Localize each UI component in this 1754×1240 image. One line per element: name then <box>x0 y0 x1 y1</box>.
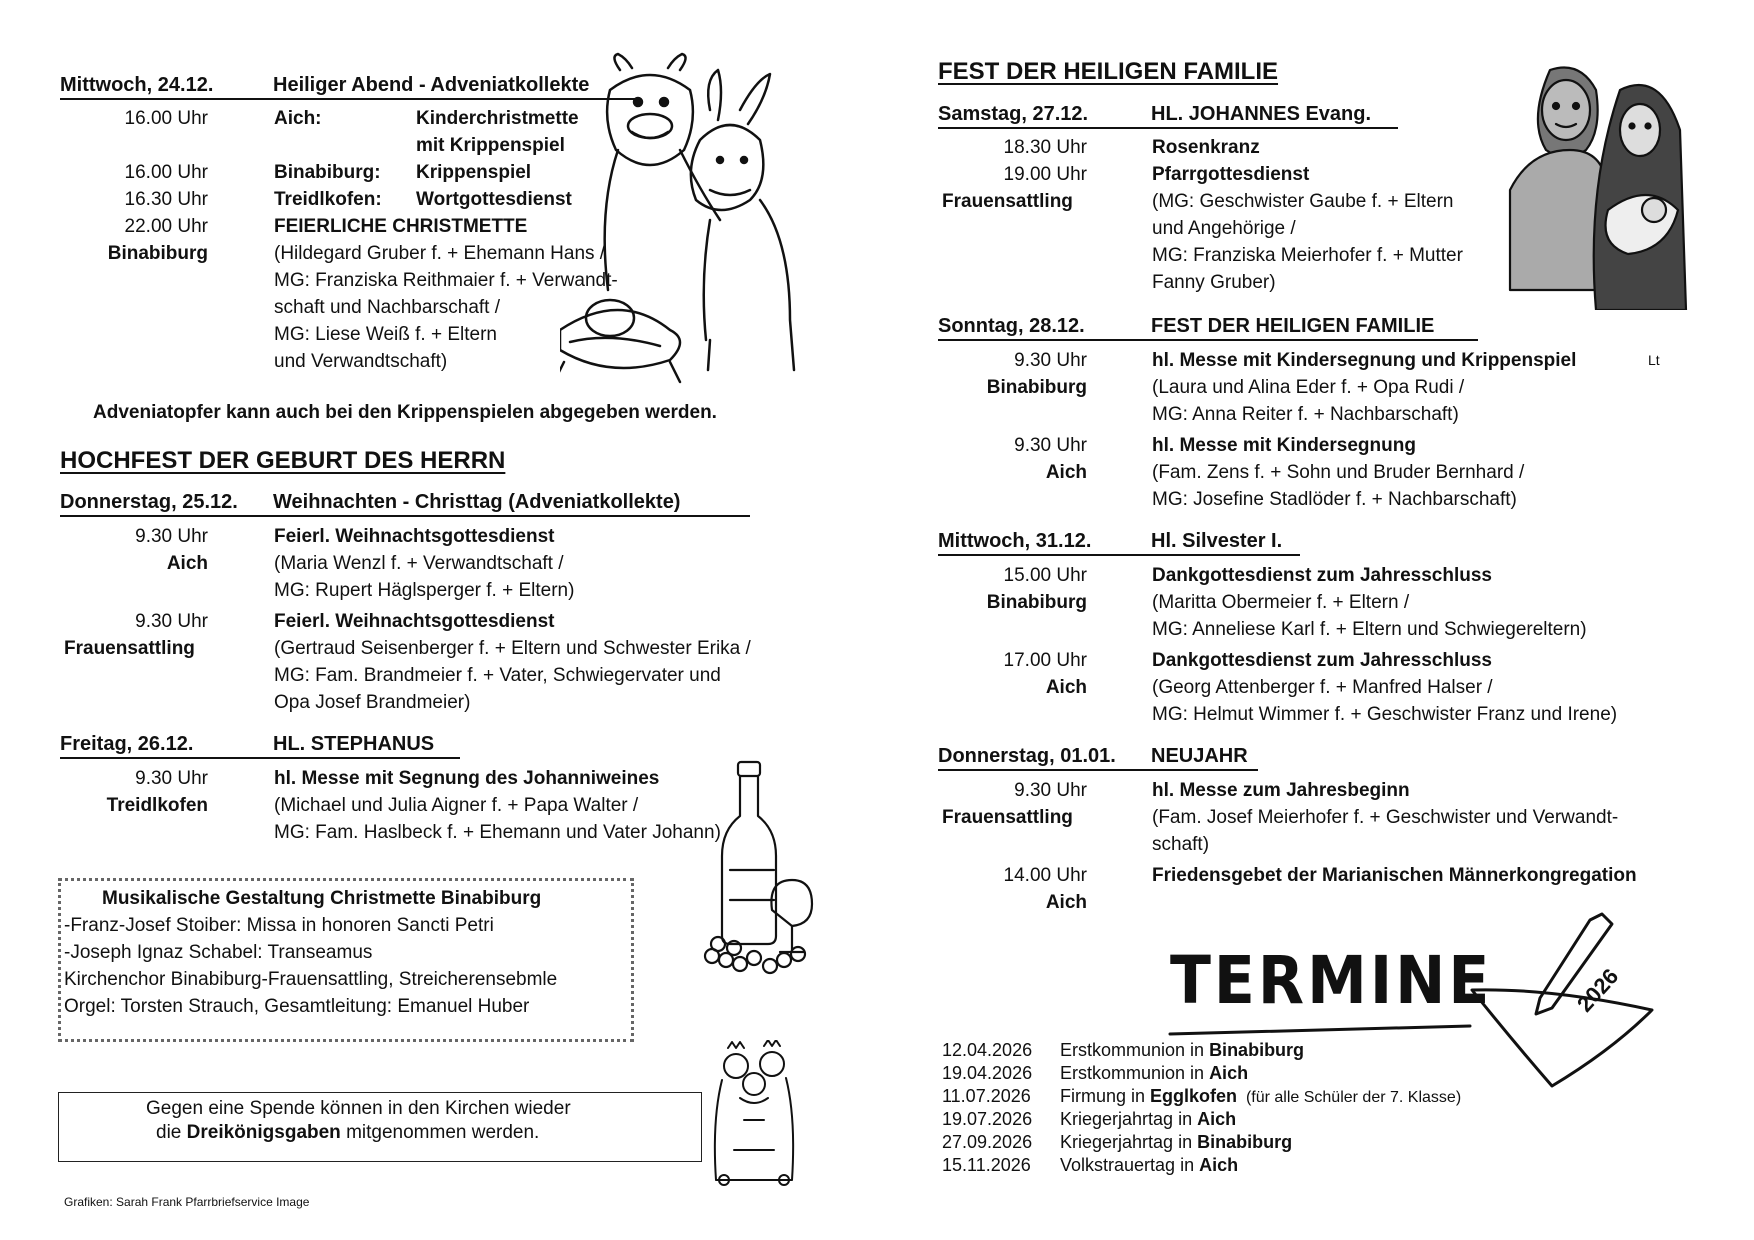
intention-line: (Hildegard Gruber f. + Ehemann Hans / <box>274 243 606 264</box>
termine-row <box>942 1086 1461 1107</box>
entry-desc: Kinderchristmette <box>416 108 579 129</box>
entry-place: Frauensattling <box>64 638 195 659</box>
entry-time: 17.00 Uhr <box>1003 650 1087 671</box>
intention-line: MG: Franziska Meierhofer f. + Mutter <box>1152 245 1463 266</box>
header-underline <box>938 554 1300 556</box>
entry-title: Dankgottesdienst zum Jahresschluss <box>1152 650 1492 671</box>
intention-line: schaft) <box>1152 834 1210 855</box>
entry-place: Aich: <box>274 108 322 129</box>
music-box-line: Kirchenchor Binabiburg-Frauensattling, Streicherensebmle <box>64 969 558 990</box>
entry-time: 16.30 Uhr <box>124 189 208 210</box>
section-title-hochfest: HOCHFEST DER GEBURT DES HERRN <box>60 447 506 474</box>
termine-text: Kriegerjahrtag in <box>1060 1109 1198 1129</box>
entry-time: 14.00 Uhr <box>1003 865 1087 886</box>
entry-title: Feierl. Weihnachtsgottesdienst <box>274 611 555 632</box>
donation-line-1: Gegen eine Spende können in den Kirchen wieder <box>146 1098 571 1119</box>
termine-place: Egglkofen <box>1150 1086 1238 1106</box>
three-kings-illustration <box>704 1040 804 1190</box>
stephanus-header <box>60 733 460 759</box>
intention-line: MG: Rupert Häglsperger f. + Eltern) <box>274 580 575 601</box>
entry-place: Binabiburg: <box>274 162 381 183</box>
intention-line: (Maria Wenzl f. + Verwandtschaft / <box>274 553 564 574</box>
entry-time: 15.00 Uhr <box>1003 565 1087 586</box>
silvester-date: Mittwoch, 31.12. <box>938 530 1092 552</box>
intention-line: schaft und Nachbarschaft / <box>274 297 501 318</box>
entry-title: hl. Messe zum Jahresbeginn <box>1152 780 1410 801</box>
holy-family-illustration <box>1490 60 1690 310</box>
entry-title: Rosenkranz <box>1152 137 1260 158</box>
termine-text: Erstkommunion in <box>1060 1040 1210 1060</box>
intention-line: (Fam. Josef Meierhofer f. + Geschwister und Verwandt- <box>1152 807 1619 828</box>
termine-date: 12.04.2026 <box>942 1040 1033 1060</box>
entry-title: Pfarrgottesdienst <box>1152 164 1310 185</box>
termine-date: 27.09.2026 <box>942 1132 1033 1152</box>
entry-desc: FEIERLICHE CHRISTMETTE <box>274 216 528 237</box>
entry-place: Aich <box>1045 462 1087 483</box>
newyear-date: Donnerstag, 01.01. <box>938 745 1116 767</box>
entry-time: 9.30 Uhr <box>1014 780 1087 801</box>
donation-line-2-bold: Dreikönigsgaben <box>186 1122 341 1143</box>
entry-place: Treidlkofen <box>106 795 208 816</box>
entry-title: hl. Messe mit Segnung des Johanniweines <box>274 768 660 789</box>
termine-row <box>942 1155 1238 1176</box>
termine-date: 15.11.2026 <box>942 1155 1031 1175</box>
entry-desc: mit Krippenspiel <box>416 135 565 156</box>
termine-year: 2026 <box>1572 963 1624 1017</box>
termine-row <box>942 1132 1292 1153</box>
music-box-title: Musikalische Gestaltung Christmette Binabiburg <box>102 888 542 909</box>
silvester-header <box>938 530 1300 556</box>
donation-line-2 <box>156 1122 539 1144</box>
header-underline <box>938 769 1258 771</box>
entry-time: 9.30 Uhr <box>135 526 208 547</box>
termine-date: 19.04.2026 <box>942 1063 1033 1083</box>
entry-time: 9.30 Uhr <box>135 611 208 632</box>
christmas-day-date: Donnerstag, 25.12. <box>60 491 238 513</box>
intention-line: und Verwandtschaft) <box>274 351 448 372</box>
silvester-title: Hl. Silvester I. <box>1151 530 1283 552</box>
entry-time: 22.00 Uhr <box>124 216 208 237</box>
ox-donkey-crib-illustration <box>560 50 820 390</box>
credits-text: Grafiken: Sarah Frank Pfarrbriefservice Image <box>64 1195 310 1209</box>
header-underline <box>60 98 640 100</box>
termine-text: Erstkommunion in <box>1060 1063 1210 1083</box>
intention-line: MG: Fam. Brandmeier f. + Vater, Schwiegervater und <box>274 665 721 686</box>
intention-line: Fanny Gruber) <box>1152 272 1276 293</box>
termine-date: 11.07.2026 <box>942 1086 1031 1106</box>
christmas-eve-title: Heiliger Abend - Adveniatkollekte <box>273 74 590 96</box>
intention-line: MG: Anna Reiter f. + Nachbarschaft) <box>1152 404 1459 425</box>
intention-line: (MG: Geschwister Gaube f. + Eltern <box>1152 191 1454 212</box>
header-underline <box>60 515 750 517</box>
stephanus-date: Freitag, 26.12. <box>60 733 194 755</box>
donation-line-2-post: mitgenommen werden. <box>340 1122 540 1143</box>
wine-bottle-grapes-illustration <box>700 760 820 980</box>
entry-desc: Krippenspiel <box>416 162 532 183</box>
entry-place: Binabiburg <box>986 377 1087 398</box>
music-box-line: -Joseph Ignaz Schabel: Transeamus <box>64 942 373 963</box>
entry-place: Treidlkofen: <box>274 189 382 210</box>
christmas-day-title: Weihnachten - Christtag (Adveniatkollekte) <box>273 491 681 513</box>
header-underline <box>938 339 1478 341</box>
termine-heading: TERMINE <box>1170 942 1493 1020</box>
intention-line: MG: Franziska Reithmaier f. + Verwandt- <box>274 270 618 291</box>
termine-text: Volkstrauertag in <box>1060 1155 1200 1175</box>
entry-time: 9.30 Uhr <box>1014 435 1087 456</box>
music-box-line: -Franz-Josef Stoiber: Missa in honoren Sancti Petri <box>64 915 494 936</box>
termine-place: Binabiburg <box>1209 1040 1305 1060</box>
entry-place: Aich <box>1045 892 1087 913</box>
intention-line: und Angehörige / <box>1152 218 1296 239</box>
intention-line: Opa Josef Brandmeier) <box>274 692 471 713</box>
intention-line: (Georg Attenberger f. + Manfred Halser / <box>1152 677 1493 698</box>
intention-line: MG: Josefine Stadlöder f. + Nachbarschaft) <box>1152 489 1517 510</box>
entry-time: 16.00 Uhr <box>124 162 208 183</box>
intention-line: (Gertraud Seisenberger f. + Eltern und Schwester Erika / <box>274 638 751 659</box>
saturday-date: Samstag, 27.12. <box>938 103 1089 125</box>
header-underline <box>938 127 1398 129</box>
termine-text: Kriegerjahrtag in <box>1060 1132 1198 1152</box>
christmas-day-header <box>60 491 750 517</box>
intention-line: (Fam. Zens f. + Sohn und Bruder Bernhard / <box>1152 462 1525 483</box>
christmas-eve-date: Mittwoch, 24.12. <box>60 74 214 96</box>
entry-title: hl. Messe mit Kindersegnung und Krippenspiel <box>1152 350 1577 371</box>
termine-place: Aich <box>1197 1109 1237 1129</box>
intention-line: MG: Helmut Wimmer f. + Geschwister Franz und Irene) <box>1152 704 1618 725</box>
termine-place: Binabiburg <box>1197 1132 1293 1152</box>
entry-place: Frauensattling <box>942 191 1073 212</box>
sunday-title: FEST DER HEILIGEN FAMILIE <box>1151 315 1435 337</box>
intention-line: MG: Fam. Haslbeck f. + Ehemann und Vater Johann) <box>274 822 721 843</box>
newyear-title: NEUJAHR <box>1151 745 1248 767</box>
saturday-title: HL. JOHANNES Evang. <box>1151 103 1372 125</box>
entry-time: 18.30 Uhr <box>1003 137 1087 158</box>
entry-place: Binabiburg <box>107 243 208 264</box>
entry-title: hl. Messe mit Kindersegnung <box>1152 435 1416 456</box>
intention-line: (Laura und Alina Eder f. + Opa Rudi / <box>1152 377 1465 398</box>
entry-title: Feierl. Weihnachtsgottesdienst <box>274 526 555 547</box>
sunday-date: Sonntag, 28.12. <box>938 315 1085 337</box>
entry-place: Frauensattling <box>942 807 1073 828</box>
christmas-eve-header <box>60 74 640 100</box>
saturday-header <box>938 103 1398 129</box>
intention-line: (Michael und Julia Aigner f. + Papa Walter / <box>274 795 639 816</box>
termine-date: 19.07.2026 <box>942 1109 1033 1129</box>
adveniat-note: Adveniatopfer kann auch bei den Krippenspielen abgegeben werden. <box>93 402 717 423</box>
section-title-heilige-familie: FEST DER HEILIGEN FAMILIE <box>938 58 1279 85</box>
header-underline <box>60 757 460 759</box>
entry-title: Dankgottesdienst zum Jahresschluss <box>1152 565 1492 586</box>
termine-place: Aich <box>1199 1155 1239 1175</box>
entry-place: Aich <box>166 553 208 574</box>
termine-row <box>942 1109 1236 1130</box>
intention-line: MG: Liese Weiß f. + Eltern <box>274 324 497 345</box>
entry-desc: Wortgottesdienst <box>416 189 572 210</box>
newyear-header <box>938 745 1258 771</box>
donation-line-2-pre: die <box>156 1122 187 1143</box>
termine-text: Firmung in <box>1060 1086 1151 1106</box>
termine-row <box>942 1040 1304 1061</box>
sunday-header <box>938 315 1478 341</box>
termine-row <box>942 1063 1248 1084</box>
termine-place: Aich <box>1209 1063 1249 1083</box>
entry-time: 9.30 Uhr <box>135 768 208 789</box>
lector-mark: Lt <box>1648 352 1660 368</box>
entry-place: Binabiburg <box>986 592 1087 613</box>
intention-line: MG: Anneliese Karl f. + Eltern und Schwiegereltern) <box>1152 619 1587 640</box>
stephanus-title: HL. STEPHANUS <box>273 733 435 755</box>
music-box-line: Orgel: Torsten Strauch, Gesamtleitung: Emanuel Huber <box>64 996 530 1017</box>
intention-line: (Maritta Obermeier f. + Eltern / <box>1152 592 1410 613</box>
entry-time: 16.00 Uhr <box>124 108 208 129</box>
termine-extra: (für alle Schüler der 7. Klasse) <box>1237 1089 1462 1106</box>
entry-title: Friedensgebet der Marianischen Männerkongregation <box>1152 865 1637 886</box>
entry-place: Aich <box>1045 677 1087 698</box>
entry-time: 9.30 Uhr <box>1014 350 1087 371</box>
entry-time: 19.00 Uhr <box>1003 164 1087 185</box>
